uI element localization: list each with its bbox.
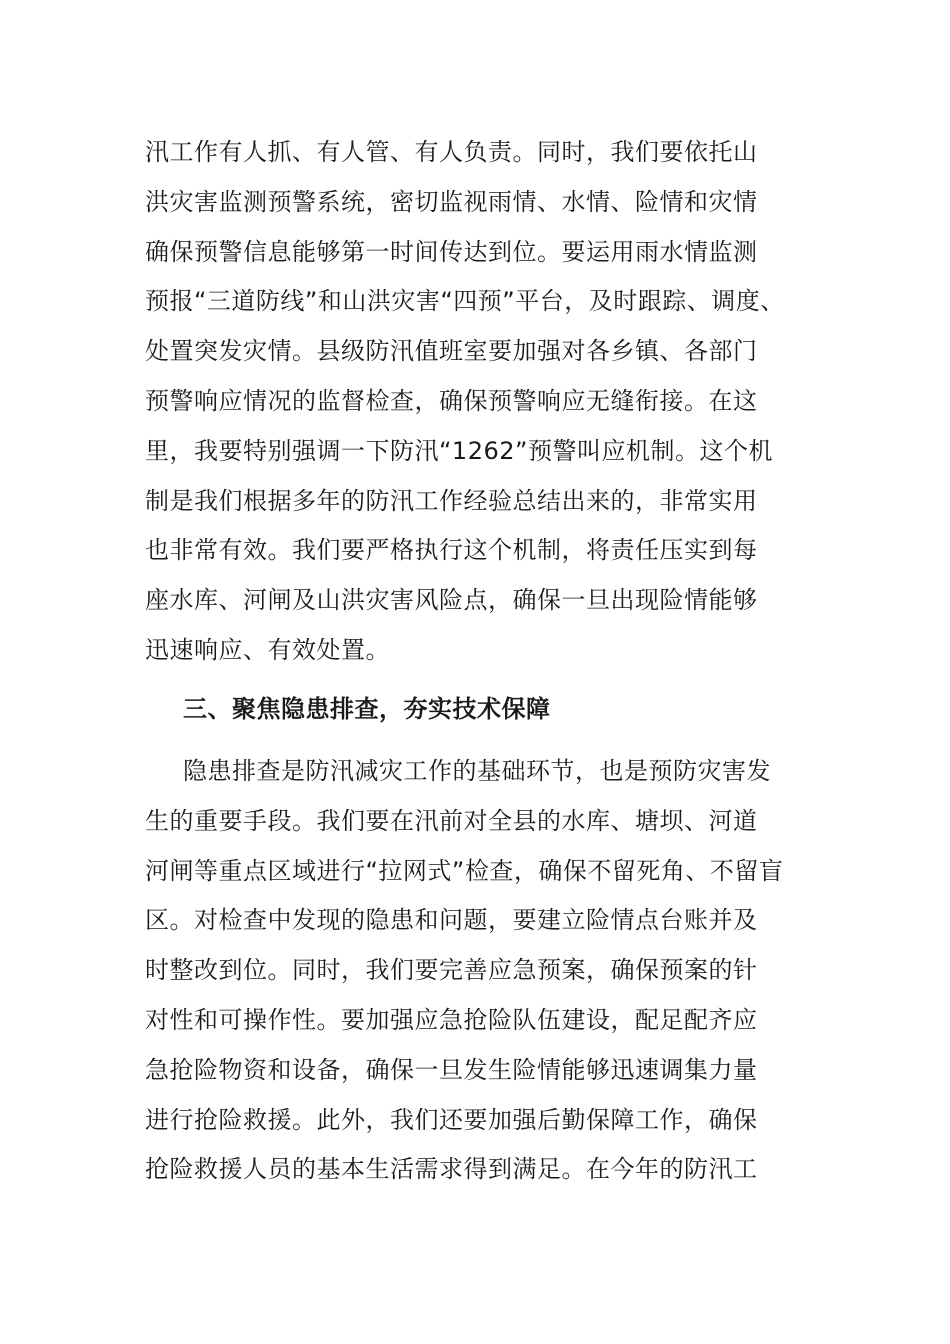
paragraph-line: 确保预警信息能够第一时间传达到位。要运用雨水情监测	[145, 237, 758, 266]
paragraph-continued	[145, 128, 807, 676]
paragraph-line: 对性和可操作性。要加强应急抢险队伍建设，配足配齐应	[145, 1005, 758, 1034]
paragraph-line: 区。对检查中发现的隐患和问题，要建立险情点台账并及	[145, 906, 758, 935]
paragraph-line: 抢险救援人员的基本生活需求得到满足。在今年的防汛工	[145, 1155, 758, 1184]
section-heading: 三、聚焦隐患排查，夯实技术保障	[183, 695, 551, 723]
paragraph-line: 迅速响应、有效处置。	[145, 635, 390, 664]
paragraph-line: 河闸等重点区域进行“拉网式”检查，确保不留死角、不留盲	[145, 856, 784, 885]
paragraph-line: 隐患排查是防汛减灾工作的基础环节，也是预防灾害发	[183, 757, 771, 785]
paragraph-hazard-inspection	[145, 747, 807, 1195]
paragraph-line: 预报“三道防线”和山洪灾害“四预”平台，及时跟踪、调度、	[145, 287, 785, 316]
paragraph-line: 急抢险物资和设备，确保一旦发生险情能够迅速调集力量	[145, 1055, 758, 1084]
paragraph-line: 处置突发灾情。县级防汛值班室要加强对各乡镇、各部门	[145, 337, 758, 366]
paragraph-line: 座水库、河闸及山洪灾害风险点，确保一旦出现险情能够	[145, 586, 758, 615]
paragraph-line: 也非常有效。我们要严格执行这个机制，将责任压实到每	[145, 536, 758, 565]
paragraph-line: 里，我要特别强调一下防汛“1262”预警叫应机制。这个机	[145, 436, 773, 465]
paragraph-line: 制是我们根据多年的防汛工作经验总结出来的，非常实用	[145, 486, 758, 515]
paragraph-line: 预警响应情况的监督检查，确保预警响应无缝衔接。在这	[145, 386, 758, 415]
paragraph-line: 进行抢险救援。此外，我们还要加强后勤保障工作，确保	[145, 1105, 758, 1134]
paragraph-line: 时整改到位。同时，我们要完善应急预案，确保预案的针	[145, 956, 758, 985]
paragraph-line: 汛工作有人抓、有人管、有人负责。同时，我们要依托山	[145, 138, 758, 166]
paragraph-line: 洪灾害监测预警系统，密切监视雨情、水情、险情和灾情	[145, 187, 758, 216]
paragraph-line: 生的重要手段。我们要在汛前对全县的水库、塘坝、河道	[145, 806, 758, 835]
